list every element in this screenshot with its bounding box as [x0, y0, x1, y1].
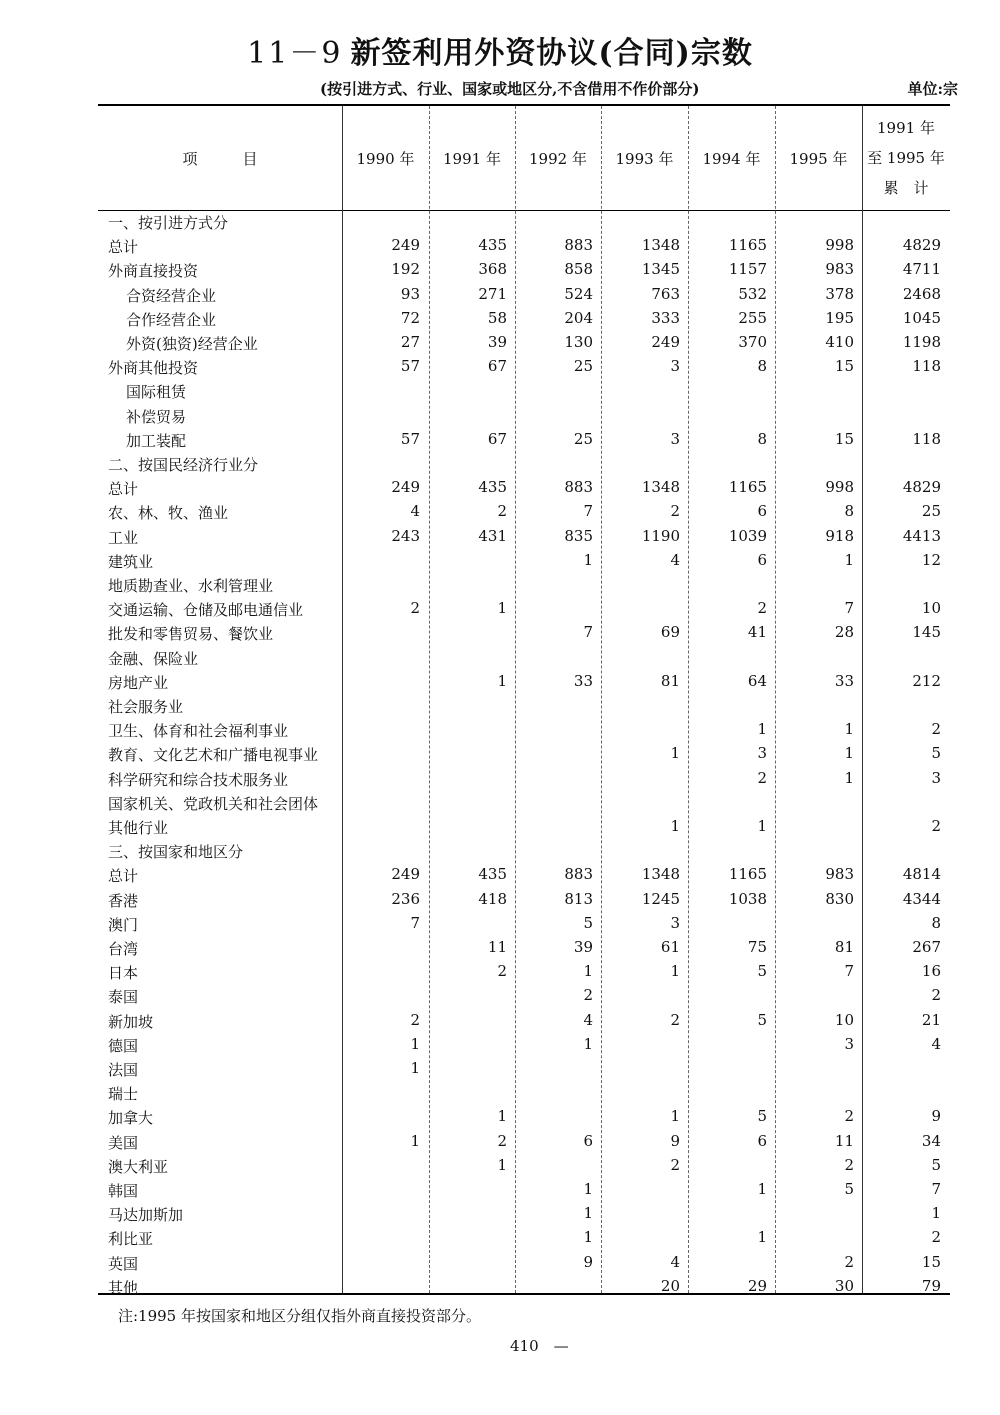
cell-value: 1039: [728, 526, 767, 545]
cell-value: 93: [400, 284, 420, 303]
table-row: [0, 573, 1000, 597]
cell-value: 2: [844, 1252, 854, 1271]
cell-value: 58: [487, 308, 507, 327]
table-subtitle: (按引进方式、行业、国家或地区分,不含借用不作价部分): [320, 80, 700, 98]
cell-value: 370: [738, 333, 767, 351]
cell-value: 998: [825, 236, 854, 255]
row-label: 外商其他投资: [108, 359, 199, 378]
header-year-1990: 1990 年: [356, 149, 415, 168]
cell-value: 1245: [641, 889, 680, 908]
header-cumulative-line: 1991 年: [877, 119, 935, 137]
table-row: [0, 646, 1000, 670]
cell-value: 2: [844, 1155, 854, 1174]
table-row: [0, 1226, 1000, 1250]
cell-value: 2: [670, 502, 680, 521]
row-label: 外商直接投资: [108, 262, 199, 281]
cell-value: 271: [478, 284, 507, 303]
cell-value: 7: [844, 599, 854, 618]
cell-value: 1157: [728, 260, 767, 279]
cell-value: 1: [844, 550, 854, 569]
table-row: [0, 742, 1000, 766]
cell-value: 2: [757, 768, 767, 787]
table-row: [0, 621, 1000, 645]
row-label: 补偿贸易: [126, 407, 187, 426]
row-label: 国家机关、党政机关和社会团体: [108, 794, 319, 813]
table-title-text: 新签利用外资协议(合同)宗数: [350, 36, 753, 71]
row-label: 新加坡: [108, 1012, 154, 1031]
cell-value: 11: [834, 1131, 854, 1150]
row-label: 英国: [108, 1254, 139, 1273]
cell-value: 5: [757, 1107, 767, 1126]
row-label: 外资(独资)经营企业: [126, 335, 258, 353]
row-label: 合作经营企业: [126, 310, 217, 329]
cell-value: 1: [583, 1204, 593, 1223]
cell-value: 5: [583, 913, 593, 932]
cell-value: 813: [564, 889, 593, 908]
row-label: 瑞士: [108, 1085, 139, 1104]
table-row: [0, 1275, 1000, 1299]
cell-value: 8: [844, 502, 854, 521]
cell-value: 27: [400, 333, 420, 351]
cell-value: 1: [844, 744, 854, 763]
table-row: [0, 1154, 1000, 1178]
cell-value: 16: [921, 962, 941, 981]
cell-value: 4829: [902, 236, 941, 255]
row-label: 房地产业: [108, 673, 169, 692]
cell-value: 130: [564, 333, 593, 351]
table-row: [0, 1057, 1000, 1081]
cell-value: 29: [747, 1276, 767, 1295]
cell-value: 4: [670, 1252, 680, 1271]
row-label: 建筑业: [108, 552, 154, 571]
cell-value: 858: [564, 260, 593, 279]
cell-value: 1: [583, 1180, 593, 1198]
cell-value: 25: [921, 502, 941, 521]
cell-value: 1165: [728, 478, 767, 497]
cell-value: 9: [670, 1131, 680, 1150]
cell-value: 431: [478, 526, 507, 545]
cell-value: 9: [931, 1107, 941, 1126]
cell-value: 4829: [902, 478, 941, 497]
row-label: 地质勘查业、水利管理业: [108, 577, 274, 595]
table-row: [0, 549, 1000, 573]
cell-value: 1: [757, 1228, 767, 1247]
cell-value: 1: [670, 1107, 680, 1126]
cell-value: 12: [921, 550, 941, 569]
cell-value: 30: [834, 1276, 854, 1295]
row-label: 加工装配: [126, 431, 187, 450]
row-label: 交通运输、仓储及邮电通信业: [108, 601, 304, 620]
cell-value: 1: [497, 599, 507, 618]
cell-value: 2: [497, 502, 507, 521]
cell-value: 118: [912, 429, 941, 448]
row-label: 总计: [108, 480, 139, 499]
cell-value: 3: [931, 768, 941, 787]
cell-value: 192: [391, 260, 420, 279]
cell-value: 5: [757, 1010, 767, 1029]
cell-value: 7: [410, 913, 420, 932]
cell-value: 3: [844, 1034, 854, 1053]
table-row: [0, 307, 1000, 331]
row-label: 金融、保险业: [108, 649, 199, 668]
cell-value: 20: [660, 1276, 680, 1295]
row-label: 工业: [108, 528, 139, 547]
cell-value: 1190: [641, 526, 680, 545]
cell-value: 33: [834, 671, 854, 690]
row-label: 韩国: [108, 1182, 139, 1200]
table-row: [0, 670, 1000, 694]
cell-value: 5: [844, 1180, 854, 1198]
cell-value: 1: [670, 962, 680, 981]
cell-value: 5: [931, 1155, 941, 1174]
cell-value: 1045: [902, 308, 941, 327]
row-label: 香港: [108, 891, 139, 910]
cell-value: 81: [660, 671, 680, 690]
cell-value: 1: [844, 720, 854, 739]
header-year-1992: 1992 年: [529, 149, 587, 168]
cell-value: 4: [583, 1010, 593, 1029]
cell-value: 64: [747, 671, 767, 690]
table-row: [0, 888, 1000, 912]
table-row: [0, 283, 1000, 307]
row-label: 卫生、体育和社会福利事业: [108, 722, 289, 741]
cell-value: 1: [583, 1228, 593, 1247]
row-label: 合资经营企业: [126, 286, 217, 305]
row-label: 美国: [108, 1133, 139, 1152]
table-row: [0, 1033, 1000, 1057]
row-label: 科学研究和综合技术服务业: [108, 770, 289, 789]
row-label: 加拿大: [108, 1109, 154, 1128]
table-row: [0, 912, 1000, 936]
cell-value: 2: [931, 986, 941, 1005]
cell-value: 6: [757, 502, 767, 521]
cell-value: 204: [564, 308, 593, 327]
cell-value: 2: [410, 1010, 420, 1029]
cell-value: 983: [825, 865, 854, 884]
cell-value: 918: [825, 526, 854, 545]
cell-value: 1: [497, 1155, 507, 1174]
cell-value: 249: [651, 333, 680, 351]
table-row: [0, 428, 1000, 452]
header-year-1994: 1994 年: [702, 149, 761, 168]
table-row: [0, 597, 1000, 621]
cell-value: 1: [583, 1034, 593, 1053]
page-title: [0, 28, 1000, 72]
cell-value: 1: [844, 768, 854, 787]
cell-value: 830: [825, 889, 854, 908]
row-label: 农、林、牧、渔业: [108, 504, 229, 523]
row-label: 教育、文化艺术和广播电视事业: [108, 746, 319, 765]
cell-value: 4814: [902, 865, 941, 884]
cell-value: 1: [757, 817, 767, 835]
table-row: [0, 355, 1000, 379]
cell-value: 1345: [641, 260, 680, 279]
table-row: [0, 500, 1000, 524]
page-number: 410 —: [510, 1337, 569, 1355]
row-label: 日本: [108, 964, 139, 983]
table-row: [0, 379, 1000, 403]
cell-value: 1348: [641, 478, 680, 497]
cell-value: 1: [670, 817, 680, 835]
table-row: [0, 984, 1000, 1008]
cell-value: 4: [931, 1034, 941, 1053]
cell-value: 983: [825, 260, 854, 279]
cell-value: 4711: [902, 260, 941, 279]
footnote: 注:1995 年按国家和地区分组仅指外商直接投资部分。: [118, 1307, 481, 1325]
table-row: [0, 1130, 1000, 1154]
cell-value: 7: [583, 502, 593, 521]
cell-value: 1348: [641, 865, 680, 884]
cell-value: 883: [564, 865, 593, 884]
cell-value: 5: [757, 962, 767, 981]
cell-value: 835: [564, 526, 593, 545]
header-year-1995: 1995 年: [789, 149, 848, 168]
cell-value: 2: [931, 1228, 941, 1247]
row-label: 其他: [108, 1278, 139, 1297]
cell-value: 249: [391, 236, 420, 255]
cell-value: 2: [931, 720, 941, 739]
cell-value: 75: [747, 938, 767, 956]
unit-label: 单位:宗: [907, 80, 958, 98]
cell-value: 883: [564, 236, 593, 255]
cell-value: 195: [825, 308, 854, 327]
cell-value: 145: [912, 623, 941, 642]
cell-value: 2: [497, 962, 507, 981]
cell-value: 3: [670, 357, 680, 376]
cell-value: 883: [564, 478, 593, 497]
cell-value: 2: [931, 817, 941, 835]
table-row: [0, 525, 1000, 549]
row-label: 澳大利亚: [108, 1157, 169, 1176]
cell-value: 79: [921, 1276, 941, 1295]
cell-value: 2: [670, 1155, 680, 1174]
cell-value: 2: [757, 599, 767, 618]
table-row: [0, 694, 1000, 718]
table-row: [0, 767, 1000, 791]
cell-value: 2: [410, 599, 420, 618]
cell-value: 7: [583, 623, 593, 642]
table-row: [0, 718, 1000, 742]
cell-value: 236: [391, 889, 420, 908]
cell-value: 2: [670, 1010, 680, 1029]
table-row: [0, 791, 1000, 815]
cell-value: 4: [410, 502, 420, 521]
cell-value: 15: [834, 429, 854, 448]
cell-value: 249: [391, 865, 420, 884]
cell-value: 212: [912, 671, 941, 690]
cell-value: 4: [670, 550, 680, 569]
row-label: 台湾: [108, 940, 139, 958]
table-row: [0, 331, 1000, 355]
row-label: 总计: [108, 238, 139, 257]
row-label: 一、按引进方式分: [108, 214, 229, 232]
row-label: 利比亚: [108, 1230, 154, 1249]
table-row: [0, 936, 1000, 960]
header-item: 项 目: [182, 149, 258, 168]
cell-value: 267: [912, 938, 941, 956]
cell-value: 410: [825, 333, 854, 351]
cell-value: 57: [400, 357, 420, 376]
row-label: 批发和零售贸易、餐饮业: [108, 625, 274, 644]
table-row: [0, 476, 1000, 500]
cell-value: 8: [757, 357, 767, 376]
table-row: [0, 210, 1000, 234]
cell-value: 243: [391, 526, 420, 545]
cell-value: 249: [391, 478, 420, 497]
row-label: 泰国: [108, 988, 139, 1007]
cell-value: 39: [573, 938, 593, 956]
cell-value: 7: [844, 962, 854, 981]
cell-value: 61: [660, 938, 680, 956]
cell-value: 4344: [902, 889, 941, 908]
header-year-1993: 1993 年: [615, 149, 674, 168]
cell-value: 11: [487, 938, 507, 956]
cell-value: 1: [757, 720, 767, 739]
table-row: [0, 1105, 1000, 1129]
row-label: 二、按国民经济行业分: [108, 456, 259, 474]
cell-value: 1165: [728, 236, 767, 255]
cell-value: 10: [921, 599, 941, 618]
cell-value: 28: [834, 623, 854, 642]
header-year-1991: 1991 年: [443, 149, 501, 168]
header-cumulative-line: 累 计: [883, 179, 929, 197]
cell-value: 1: [670, 744, 680, 763]
cell-value: 3: [757, 744, 767, 763]
cell-value: 72: [400, 308, 420, 327]
cell-value: 57: [400, 429, 420, 448]
table-row: [0, 1178, 1000, 1202]
cell-value: 1: [410, 1059, 420, 1077]
row-label: 德国: [108, 1036, 139, 1055]
table-number: 11－9: [247, 36, 343, 71]
row-label: 国际租赁: [126, 383, 187, 402]
cell-value: 435: [478, 865, 507, 884]
cell-value: 67: [487, 429, 507, 448]
table-row: [0, 1009, 1000, 1033]
cell-value: 3: [670, 913, 680, 932]
cell-value: 1: [410, 1131, 420, 1150]
cell-value: 2: [583, 986, 593, 1005]
cell-value: 2468: [902, 284, 941, 303]
table-row: [0, 960, 1000, 984]
cell-value: 1: [410, 1034, 420, 1053]
cell-value: 81: [834, 938, 854, 956]
table-row: [0, 1251, 1000, 1275]
cell-value: 8: [931, 913, 941, 932]
cell-value: 5: [931, 744, 941, 763]
table-row: [0, 1081, 1000, 1105]
cell-value: 2: [844, 1107, 854, 1126]
row-label: 澳门: [108, 915, 139, 934]
cell-value: 67: [487, 357, 507, 376]
cell-value: 10: [834, 1010, 854, 1029]
row-label: 三、按国家和地区分: [108, 843, 244, 862]
cell-value: 6: [757, 1131, 767, 1150]
row-label: 总计: [108, 867, 139, 886]
cell-value: 3: [670, 429, 680, 448]
cell-value: 1: [757, 1180, 767, 1198]
table-row: [0, 839, 1000, 863]
cell-value: 2: [497, 1131, 507, 1150]
cell-value: 333: [651, 308, 680, 327]
cell-value: 25: [573, 357, 593, 376]
cell-value: 39: [487, 333, 507, 351]
table-row: [0, 234, 1000, 258]
cell-value: 378: [825, 284, 854, 303]
cell-value: 998: [825, 478, 854, 497]
cell-value: 418: [478, 889, 507, 908]
cell-value: 118: [912, 357, 941, 376]
table-row: [0, 815, 1000, 839]
cell-value: 1: [497, 671, 507, 690]
cell-value: 1038: [728, 889, 767, 908]
cell-value: 763: [651, 284, 680, 303]
row-label: 社会服务业: [108, 698, 184, 716]
cell-value: 6: [583, 1131, 593, 1150]
header-cumulative: [862, 106, 950, 210]
cell-value: 435: [478, 478, 507, 497]
cell-value: 1198: [902, 333, 941, 351]
cell-value: 1: [497, 1107, 507, 1126]
cell-value: 255: [738, 308, 767, 327]
cell-value: 1165: [728, 865, 767, 884]
header-cumulative-line: 至 1995 年: [867, 149, 945, 167]
cell-value: 41: [747, 623, 767, 642]
cell-value: 69: [660, 623, 680, 642]
cell-value: 1: [931, 1204, 941, 1223]
cell-value: 1: [583, 962, 593, 981]
row-label: 其他行业: [108, 819, 169, 837]
cell-value: 435: [478, 236, 507, 255]
cell-value: 15: [921, 1252, 941, 1271]
cell-value: 15: [834, 357, 854, 376]
cell-value: 25: [573, 429, 593, 448]
table-row: [0, 1202, 1000, 1226]
row-label: 法国: [108, 1061, 139, 1079]
table-row: [0, 258, 1000, 282]
cell-value: 33: [573, 671, 593, 690]
cell-value: 7: [931, 1180, 941, 1198]
cell-value: 524: [564, 284, 593, 303]
cell-value: 6: [757, 550, 767, 569]
cell-value: 368: [478, 260, 507, 279]
cell-value: 8: [757, 429, 767, 448]
cell-value: 34: [921, 1131, 941, 1150]
table-row: [0, 863, 1000, 887]
cell-value: 4413: [902, 526, 941, 545]
table-row: [0, 452, 1000, 476]
cell-value: 532: [738, 284, 767, 303]
row-label: 马达加斯加: [108, 1206, 184, 1225]
cell-value: 1: [583, 550, 593, 569]
table-row: [0, 404, 1000, 428]
cell-value: 9: [583, 1252, 593, 1271]
cell-value: 21: [921, 1010, 941, 1029]
cell-value: 1348: [641, 236, 680, 255]
